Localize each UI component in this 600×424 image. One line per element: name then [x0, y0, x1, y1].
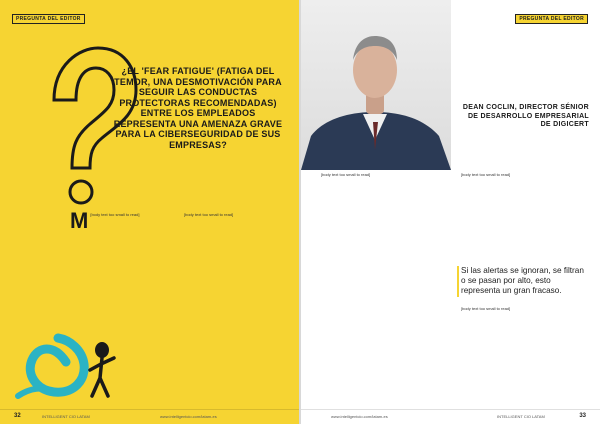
- right-page: [301, 0, 600, 424]
- body-column-right-3: [461, 306, 589, 312]
- wave-figure-illustration: [4, 326, 122, 402]
- footer-brand: INTELLIGENT CIO LATAM: [497, 414, 545, 419]
- body-text: [body text too small to read]: [321, 172, 371, 177]
- body-column-right-2: [461, 172, 589, 178]
- footer-left: [0, 409, 299, 424]
- footer-url[interactable]: www.intelligentcio.com/latam-es: [331, 414, 388, 419]
- body-column-right-1: [321, 172, 447, 178]
- section-tag: PREGUNTA DEL EDITOR: [12, 14, 85, 24]
- author-portrait: [301, 0, 451, 170]
- footer-right: [301, 409, 600, 424]
- person-photo-icon: [301, 0, 451, 170]
- author-caption: DEAN COCLIN, DIRECTOR SÉNIOR DE DESARROLLO EMPRESARIAL DE DIGICERT: [462, 104, 589, 128]
- page-number: 33: [579, 413, 586, 419]
- headline: ¿EL 'FEAR FATIGUE' (FATIGA DEL TEMOR, UNA DESMOTIVACIÓN PARA SEGUIR LAS CONDUCTAS PROTECTORAS RECOMENDADAS) ENTRE LOS EMPLEADOS REPRESENTA UNA AMENAZA GRAVE PARA LA CIBERSEGURIDAD DE SUS EMPRESAS?: [113, 66, 283, 150]
- dropcap: M: [70, 208, 89, 233]
- pull-quote: Si las alertas se ignoran, se filtran o se pasan por alto, esto representa un gran fracaso.: [461, 266, 584, 295]
- left-page: [0, 0, 299, 424]
- body-text: [body text too small to read]: [461, 172, 511, 177]
- body-text: [body text too small to read]: [90, 212, 140, 217]
- pull-quote-bar: [457, 266, 459, 297]
- page-number: 32: [14, 413, 21, 419]
- footer-url[interactable]: www.intelligentcio.com/latam-es: [160, 414, 217, 419]
- footer-brand: INTELLIGENT CIO LATAM: [42, 414, 90, 419]
- body-column-left-1: [70, 208, 176, 233]
- body-text: [body text too small to read]: [184, 212, 234, 217]
- body-column-left-2: [184, 212, 290, 218]
- body-text: [body text too small to read]: [461, 306, 511, 311]
- section-tag: PREGUNTA DEL EDITOR: [515, 14, 588, 24]
